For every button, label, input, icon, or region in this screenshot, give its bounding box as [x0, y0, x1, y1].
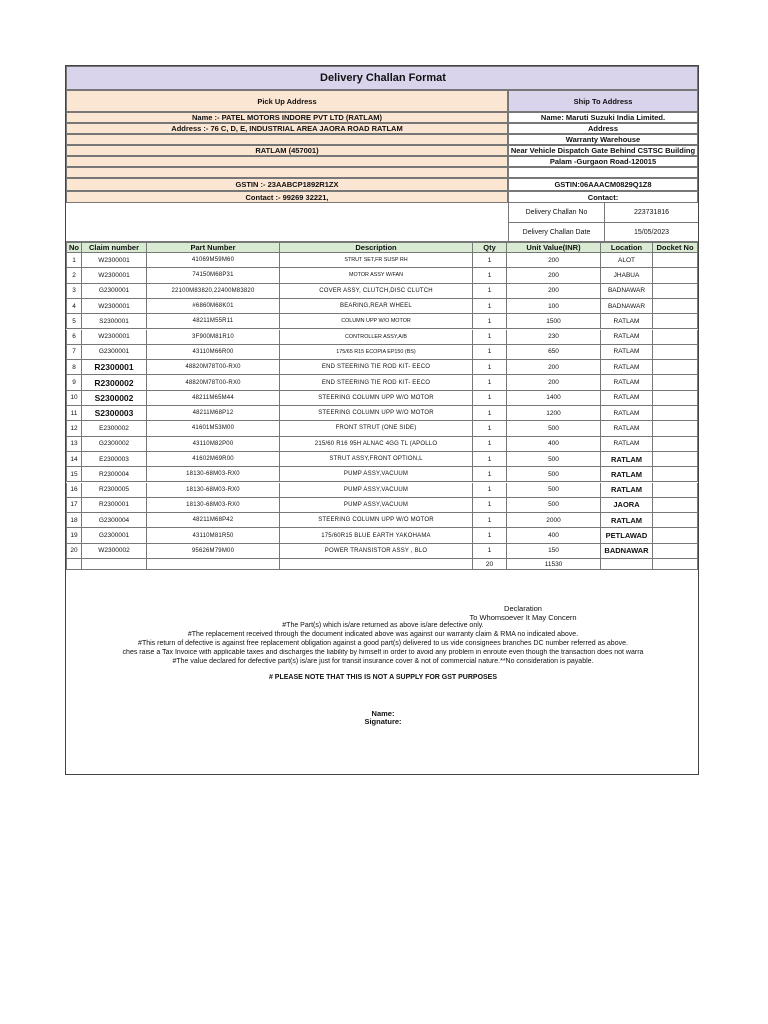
- part-number-cell: 74150M68P31: [147, 268, 280, 283]
- location-cell: RATLAM: [601, 330, 653, 345]
- docket-no-cell: [653, 452, 698, 467]
- description-cell: COLUMN UPP W/O MOTOR: [280, 314, 473, 329]
- description-cell: END STEERING TIE ROD KIT- EECO: [280, 360, 473, 375]
- part-number-cell: 18130-68M03-RX0: [147, 498, 280, 513]
- unit-value-cell: 400: [507, 528, 601, 543]
- table-row: [66, 299, 698, 314]
- table-row: [66, 421, 698, 436]
- description-cell: STRUT ASSY,FRONT OPTION,L: [280, 452, 473, 467]
- row-no: 18: [66, 513, 82, 528]
- unit-value-cell: 500: [507, 421, 601, 436]
- qty-cell: 1: [473, 375, 507, 390]
- qty-cell: 1: [473, 253, 507, 268]
- claim-number-cell: G2300001: [82, 345, 147, 360]
- unit-value-cell: 200: [507, 360, 601, 375]
- location-cell: JAORA: [601, 498, 653, 513]
- part-number-cell: 43110M82P00: [147, 437, 280, 452]
- total-blank-cell: [66, 559, 82, 570]
- qty-cell: 1: [473, 467, 507, 482]
- description-cell: STEERING COLUMN UPP W/O MOTOR: [280, 406, 473, 421]
- docket-no-cell: [653, 314, 698, 329]
- delivery-challan-sheet: [65, 65, 699, 775]
- description-cell: BEARING,REAR WHEEL: [280, 299, 473, 314]
- claim-number-cell: E2300003: [82, 452, 147, 467]
- part-number-cell: 48820M78T00-RX0: [147, 360, 280, 375]
- description-cell: CONTROLLER ASSY,A/B: [280, 330, 473, 345]
- table-row: [66, 330, 698, 345]
- unit-value-cell: 200: [507, 375, 601, 390]
- row-no: 19: [66, 528, 82, 543]
- qty-cell: 1: [473, 498, 507, 513]
- docket-no-cell: [653, 345, 698, 360]
- table-row: [66, 437, 698, 452]
- location-cell: RATLAM: [601, 437, 653, 452]
- part-number-cell: 48211M55R11: [147, 314, 280, 329]
- location-cell: ALOT: [601, 253, 653, 268]
- unit-value-cell: 200: [507, 268, 601, 283]
- unit-value-cell: 2000: [507, 513, 601, 528]
- table-header-row: [66, 242, 698, 253]
- qty-cell: 1: [473, 528, 507, 543]
- claim-number-cell: R2300005: [82, 483, 147, 498]
- location-cell: BADNAWAR: [601, 284, 653, 299]
- row-no: 20: [66, 544, 82, 559]
- row-no: 11: [66, 406, 82, 421]
- row-no: 2: [66, 268, 82, 283]
- gstin-row: [66, 178, 698, 191]
- qty-cell: 1: [473, 330, 507, 345]
- challan-no-label: Delivery Challan No: [508, 203, 604, 223]
- location-cell: RATLAM: [601, 345, 653, 360]
- table-row: [66, 544, 698, 559]
- name-label: Name:: [371, 709, 395, 718]
- table-row: [66, 345, 698, 360]
- total-blank-cell: [280, 559, 473, 570]
- declaration-heading: Declaration: [504, 604, 542, 613]
- description-cell: FRONT STRUT (ONE SIDE): [280, 421, 473, 436]
- unit-value-cell: 1500: [507, 314, 601, 329]
- qty-cell: 1: [473, 391, 507, 406]
- shipto-line2: Near Vehicle Dispatch Gate Behind CSTSC Building: [508, 145, 698, 156]
- part-number-cell: 48211M65M44: [147, 391, 280, 406]
- shipto-heading: Ship To Address: [508, 90, 698, 112]
- unit-value-cell: 150: [507, 544, 601, 559]
- shipto-name: Name: Maruti Suzuki India Limited.: [508, 112, 698, 123]
- table-total-row: [66, 559, 698, 570]
- total-blank-cell: [147, 559, 280, 570]
- challan-date-value: 15/05/2023: [604, 223, 698, 242]
- table-row: [66, 483, 698, 498]
- description-cell: MOTOR ASSY W/FAN: [280, 268, 473, 283]
- docket-no-cell: [653, 360, 698, 375]
- description-cell: 175/60R15 BLUE EARTH YAKOHAMA: [280, 528, 473, 543]
- claim-number-cell: R2300001: [82, 360, 147, 375]
- table-row: [66, 406, 698, 421]
- part-number-cell: 48211M68P42: [147, 513, 280, 528]
- location-cell: RATLAM: [601, 452, 653, 467]
- table-row: [66, 360, 698, 375]
- pickup-city: RATLAM (457001): [66, 145, 508, 156]
- pickup-address: Address :- 76 C, D, E, INDUSTRIAL AREA JAORA ROAD RATLAM: [66, 123, 508, 134]
- qty-cell: 1: [473, 544, 507, 559]
- part-number-cell: 41601M53M00: [147, 421, 280, 436]
- docket-no-cell: [653, 253, 698, 268]
- shipto-contact: Contact:: [508, 191, 698, 203]
- pickup-blank-3: [66, 167, 508, 178]
- qty-cell: 1: [473, 345, 507, 360]
- location-cell: JHABUA: [601, 268, 653, 283]
- unit-value-cell: 230: [507, 330, 601, 345]
- part-number-cell: 43110M81R50: [147, 528, 280, 543]
- qty-cell: 1: [473, 360, 507, 375]
- challan-date-label: Delivery Challan Date: [508, 223, 604, 242]
- claim-number-cell: S2300002: [82, 391, 147, 406]
- total-qty: 20: [473, 559, 507, 570]
- location-cell: BADNAWAR: [601, 544, 653, 559]
- part-number-cell: 48211M68P12: [147, 406, 280, 421]
- location-cell: PETLAWAD: [601, 528, 653, 543]
- total-blank-cell: [653, 559, 698, 570]
- pickup-contact: Contact :- 99269 32221,: [66, 191, 508, 203]
- declaration-line5: #The value declared for defective part(s) is/are just for transit insurance cover & not of commercial nature.**No consideration is payable.: [172, 658, 594, 665]
- claim-number-cell: W2300002: [82, 544, 147, 559]
- part-number-header: Part Number: [147, 243, 280, 253]
- qty-cell: 1: [473, 483, 507, 498]
- location-cell: RATLAM: [601, 375, 653, 390]
- claim-number-cell: W2300001: [82, 330, 147, 345]
- claim-number-header: Claim number: [82, 243, 147, 253]
- description-cell: 215/60 R16 95H ALNAC 4GG TL (APOLLO: [280, 437, 473, 452]
- row-no: 16: [66, 483, 82, 498]
- description-cell: PUMP ASSY,VACUUM: [280, 483, 473, 498]
- unit-value-cell: 100: [507, 299, 601, 314]
- declaration-to: To Whomsoever It May Concern: [469, 613, 577, 622]
- declaration-line3: #This return of defective is against free replacement obligation against a good part(s) delivered to us vide consignees branches DC number referred as above.: [138, 640, 628, 647]
- unit-value-cell: 200: [507, 253, 601, 268]
- shipto-gstin: GSTIN:06AAACM0829Q1Z8: [508, 178, 698, 191]
- qty-cell: 1: [473, 299, 507, 314]
- docket-no-cell: [653, 483, 698, 498]
- row-no: 5: [66, 314, 82, 329]
- table-row: [66, 467, 698, 482]
- docket-no-cell: [653, 544, 698, 559]
- part-number-cell: 48820M78T00-RX0: [147, 375, 280, 390]
- location-cell: RATLAM: [601, 483, 653, 498]
- row-no: 14: [66, 452, 82, 467]
- claim-number-cell: W2300001: [82, 299, 147, 314]
- table-row: [66, 513, 698, 528]
- shipto-address-label: Address: [508, 123, 698, 134]
- part-number-cell: 3F900M81R10: [147, 330, 280, 345]
- part-number-cell: 43110M66R00: [147, 345, 280, 360]
- location-cell: RATLAM: [601, 406, 653, 421]
- unit-value-cell: 500: [507, 483, 601, 498]
- row-no: 10: [66, 391, 82, 406]
- address-row: [66, 123, 698, 134]
- unit-value-cell: 500: [507, 467, 601, 482]
- unit-value-cell: 650: [507, 345, 601, 360]
- claim-number-cell: R2300002: [82, 375, 147, 390]
- blank-row: [66, 167, 698, 178]
- claim-number-cell: S2300001: [82, 314, 147, 329]
- qty-cell: 1: [473, 513, 507, 528]
- address-header-row: [66, 90, 698, 112]
- table-row: [66, 314, 698, 329]
- table-row: [66, 528, 698, 543]
- location-cell: BADNAWAR: [601, 299, 653, 314]
- qty-cell: 1: [473, 314, 507, 329]
- table-row: [66, 375, 698, 390]
- location-cell: RATLAM: [601, 421, 653, 436]
- location-cell: RATLAM: [601, 391, 653, 406]
- unit-value-cell: 400: [507, 437, 601, 452]
- unit-value-cell: 200: [507, 284, 601, 299]
- docket-no-cell: [653, 406, 698, 421]
- unit-value-cell: 500: [507, 452, 601, 467]
- description-cell: STEERING COLUMN UPP W/O MOTOR: [280, 513, 473, 528]
- unit-value-cell: 1400: [507, 391, 601, 406]
- line3-row: [66, 156, 698, 167]
- page-title: Delivery Challan Format: [320, 72, 446, 84]
- row-no: 7: [66, 345, 82, 360]
- gst-note: # PLEASE NOTE THAT THIS IS NOT A SUPPLY FOR GST PURPOSES: [268, 674, 498, 681]
- line2-row: [66, 145, 698, 156]
- claim-number-cell: G2300004: [82, 513, 147, 528]
- no-header: No: [66, 243, 82, 253]
- shipto-line3: Palam -Gurgaon Road-120015: [508, 156, 698, 167]
- total-value: 11530: [507, 559, 601, 570]
- row-no: 1: [66, 253, 82, 268]
- claim-number-cell: G2300001: [82, 284, 147, 299]
- docket-no-header: Docket No: [653, 243, 698, 253]
- part-number-cell: 18130-68M03-RX0: [147, 467, 280, 482]
- row-no: 9: [66, 375, 82, 390]
- pickup-name: Name :- PATEL MOTORS INDORE PVT LTD (RATLAM): [66, 112, 508, 123]
- table-row: [66, 253, 698, 268]
- items-table: [66, 242, 698, 570]
- declaration-line4: ches raise a Tax Invoice with applicable taxes and discharges the liability by himself in order to avoid any problem in enroute even though the transaction does not warra: [122, 649, 644, 656]
- row-no: 3: [66, 284, 82, 299]
- pickup-blank-2: [66, 156, 508, 167]
- claim-number-cell: R2300004: [82, 467, 147, 482]
- row-no: 6: [66, 330, 82, 345]
- table-row: [66, 391, 698, 406]
- row-no: 4: [66, 299, 82, 314]
- qty-cell: 1: [473, 421, 507, 436]
- row-no: 8: [66, 360, 82, 375]
- line1-row: [66, 134, 698, 145]
- docket-no-cell: [653, 467, 698, 482]
- docket-no-cell: [653, 498, 698, 513]
- unit-value-cell: 1200: [507, 406, 601, 421]
- pickup-gstin: GSTIN :- 23AABCP1892R1ZX: [66, 178, 508, 191]
- docket-no-cell: [653, 513, 698, 528]
- qty-cell: 1: [473, 406, 507, 421]
- docket-no-cell: [653, 375, 698, 390]
- qty-header: Qty: [473, 243, 507, 253]
- claim-number-cell: S2300003: [82, 406, 147, 421]
- description-header: Description: [280, 243, 473, 253]
- location-cell: RATLAM: [601, 360, 653, 375]
- docket-no-cell: [653, 528, 698, 543]
- docket-no-cell: [653, 437, 698, 452]
- challan-no-value: 223731816: [604, 203, 698, 223]
- claim-number-cell: E2300002: [82, 421, 147, 436]
- docket-no-cell: [653, 284, 698, 299]
- claim-number-cell: G2300002: [82, 437, 147, 452]
- table-row: [66, 498, 698, 513]
- docket-no-cell: [653, 268, 698, 283]
- part-number-cell: 22100M83820,22400M83820: [147, 284, 280, 299]
- description-cell: PUMP ASSY,VACUUM: [280, 467, 473, 482]
- docket-no-cell: [653, 330, 698, 345]
- part-number-cell: #6860M68K01: [147, 299, 280, 314]
- signature-label: Signature:: [364, 717, 402, 726]
- part-number-cell: 41069M59M60: [147, 253, 280, 268]
- row-no: 17: [66, 498, 82, 513]
- docket-no-cell: [653, 391, 698, 406]
- unit-value-cell: 500: [507, 498, 601, 513]
- name-row: [66, 112, 698, 123]
- table-row: [66, 284, 698, 299]
- total-blank-cell: [82, 559, 147, 570]
- description-cell: STRUT SET,FR SUSP RH: [280, 253, 473, 268]
- part-number-cell: 41602M69R00: [147, 452, 280, 467]
- row-no: 13: [66, 437, 82, 452]
- description-cell: POWER TRANSISTOR ASSY , BLO: [280, 544, 473, 559]
- part-number-cell: 95626M79M00: [147, 544, 280, 559]
- location-cell: RATLAM: [601, 314, 653, 329]
- unit-value-header: Unit Value(INR): [507, 243, 601, 253]
- table-row: [66, 452, 698, 467]
- location-cell: RATLAM: [601, 513, 653, 528]
- claim-number-cell: W2300001: [82, 253, 147, 268]
- shipto-blank: [508, 167, 698, 178]
- docket-no-cell: [653, 421, 698, 436]
- declaration-line1: #The Part(s) which is/are returned as above is/are defective only.: [282, 622, 484, 629]
- docket-no-cell: [653, 299, 698, 314]
- claim-number-cell: W2300001: [82, 268, 147, 283]
- row-no: 12: [66, 421, 82, 436]
- challan-info: [66, 203, 698, 242]
- table-row: [66, 268, 698, 283]
- qty-cell: 1: [473, 437, 507, 452]
- title-bar: [66, 66, 698, 90]
- claim-number-cell: R2300001: [82, 498, 147, 513]
- total-blank-cell: [601, 559, 653, 570]
- description-cell: COVER ASSY, CLUTCH,DISC CLUTCH: [280, 284, 473, 299]
- description-cell: STEERING COLUMN UPP W/O MOTOR: [280, 391, 473, 406]
- qty-cell: 1: [473, 268, 507, 283]
- claim-number-cell: G2300001: [82, 528, 147, 543]
- contact-row: [66, 191, 698, 203]
- location-cell: RATLAM: [601, 467, 653, 482]
- pickup-blank-1: [66, 134, 508, 145]
- description-cell: 175/65 R15 ECOPIA EP150 (BS): [280, 345, 473, 360]
- shipto-line1: Warranty Warehouse: [508, 134, 698, 145]
- part-number-cell: 18130-68M03-RX0: [147, 483, 280, 498]
- pickup-heading: Pick Up Address: [66, 90, 508, 112]
- qty-cell: 1: [473, 452, 507, 467]
- row-no: 15: [66, 467, 82, 482]
- description-cell: END STEERING TIE ROD KIT- EECO: [280, 375, 473, 390]
- location-header: Location: [601, 243, 653, 253]
- declaration-line2: #The replacement received through the document indicated above was against our warranty claim & RMA no indicated above.: [187, 631, 579, 638]
- description-cell: PUMP ASSY,VACUUM: [280, 498, 473, 513]
- qty-cell: 1: [473, 284, 507, 299]
